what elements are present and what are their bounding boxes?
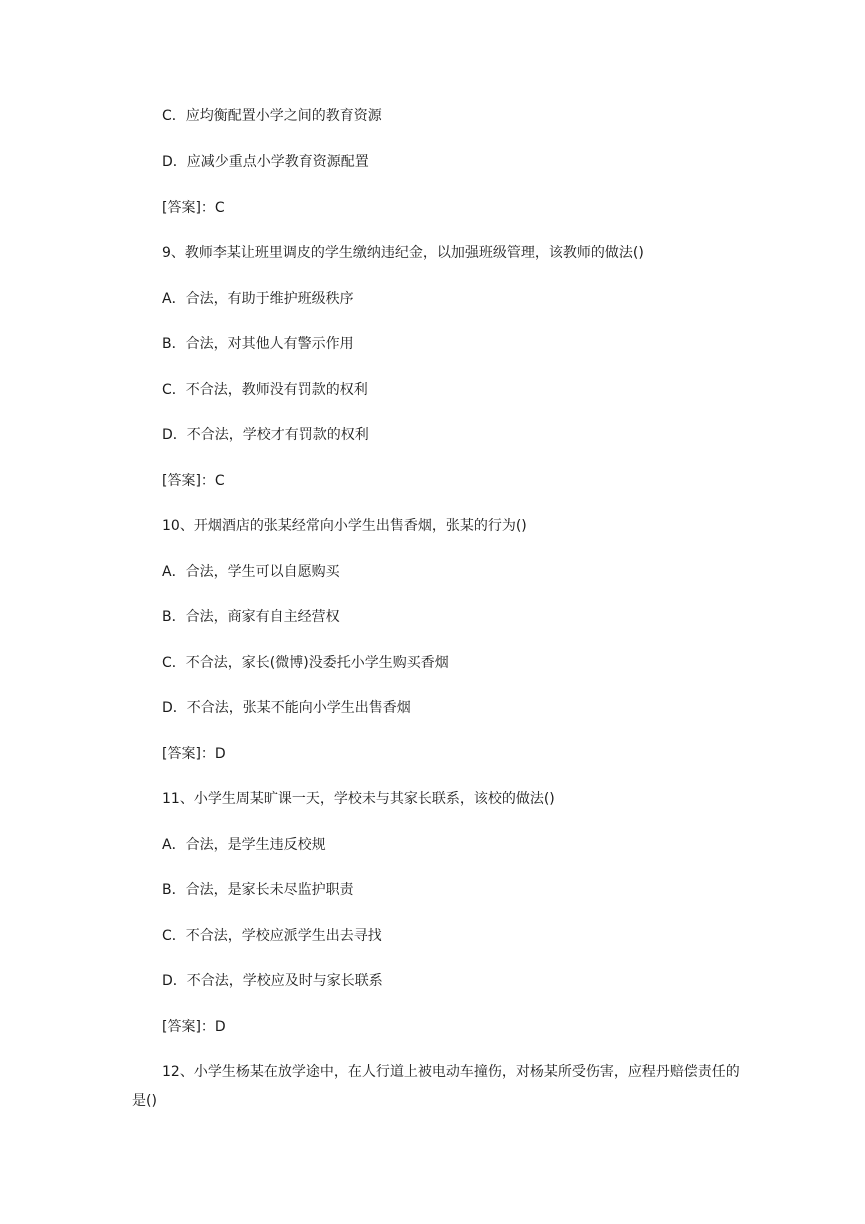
option-d-q10: D．不合法，张某不能向小学生出售香烟 [162,700,411,716]
option-a-q10: A．合法，学生可以自愿购买 [162,564,340,580]
option-b-q9: B．合法，对其他人有警示作用 [162,336,354,352]
option-b-q10: B．合法，商家有自主经营权 [162,609,340,625]
answer-q9: [答案]：C [162,473,225,489]
answer-q11: [答案]：D [162,1019,226,1035]
option-a-q11: A．合法，是学生违反校规 [162,837,326,853]
option-b-q11: B．合法，是家长未尽监护职责 [162,882,354,898]
option-c-q8: C．应均衡配置小学之间的教育资源 [162,108,382,124]
option-d-q9: D．不合法，学校才有罚款的权利 [162,427,369,443]
option-d-q11: D．不合法，学校应及时与家长联系 [162,973,383,989]
option-c-q11: C．不合法，学校应派学生出去寻找 [162,928,382,944]
answer-q8: [答案]：C [162,200,225,216]
option-a-q9: A．合法，有助于维护班级秩序 [162,291,354,307]
answer-q10: [答案]：D [162,746,226,762]
question-11: 11、小学生周某旷课一天，学校未与其家长联系，该校的做法() [162,791,555,807]
question-12: 12、小学生杨某在放学途中，在人行道上被电动车撞伤，对杨某所受伤害，应程丹赔偿责任的是() [132,1064,740,1109]
option-c-q9: C．不合法，教师没有罚款的权利 [162,382,368,398]
question-9: 9、教师李某让班里调皮的学生缴纳违纪金，以加强班级管理，该教师的做法() [162,245,644,261]
question-10: 10、开烟酒店的张某经常向小学生出售香烟，张某的行为() [162,518,527,534]
option-d-q8: D．应减少重点小学教育资源配置 [162,154,369,170]
option-c-q10: C．不合法，家长(微博)没委托小学生购买香烟 [162,655,449,671]
